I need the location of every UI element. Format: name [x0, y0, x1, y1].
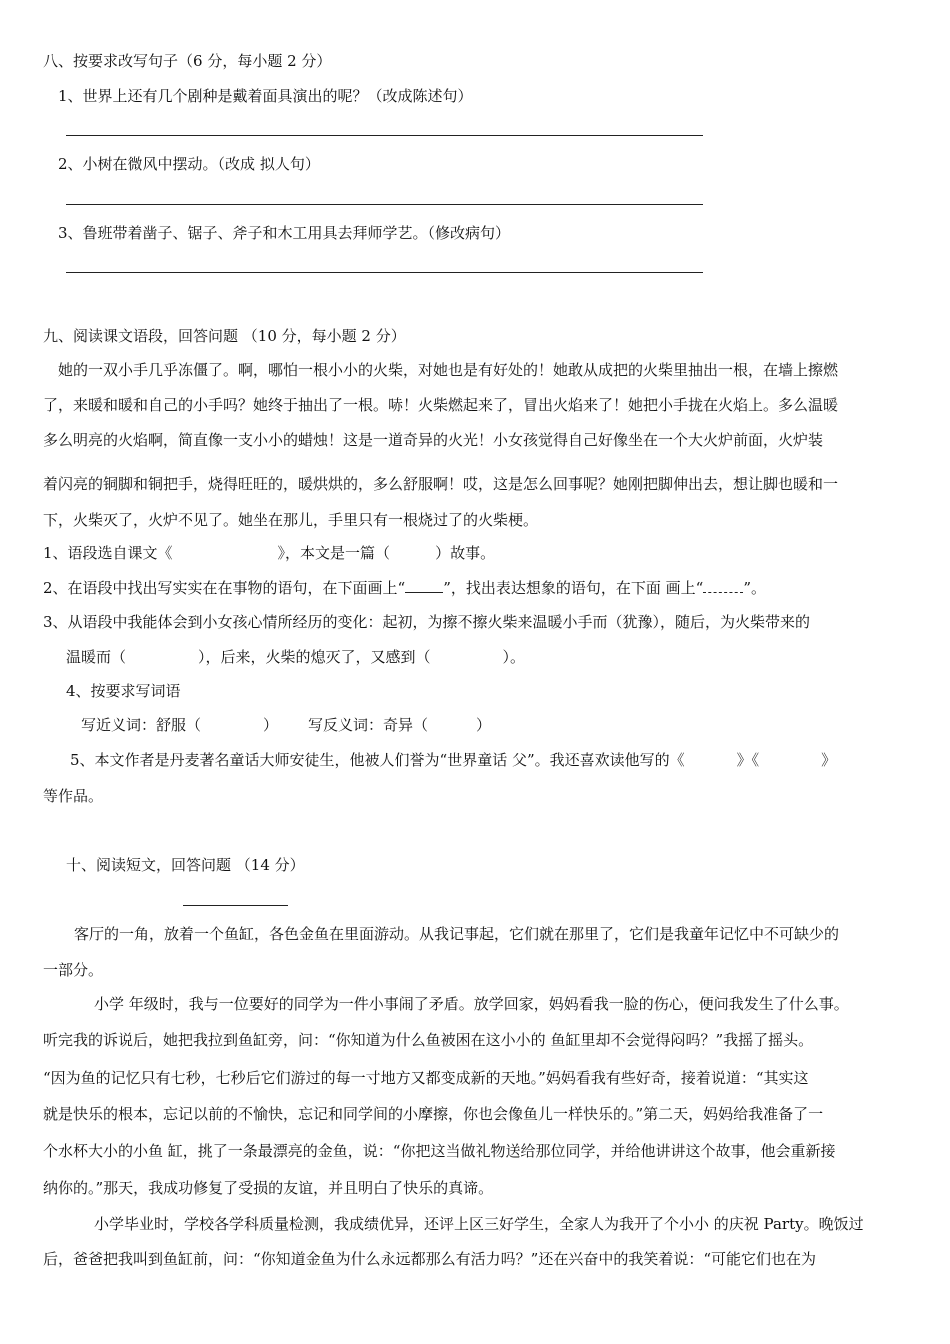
s9-paragraph-line: 多么明亮的火焰啊，简直像一支小小的蜡烛！这是一道奇异的火光！小女孩觉得自己好像坐在一个大火炉前面，火炉装 [43, 431, 824, 449]
s10-paragraph-line: 小学 年级时，我与一位要好的同学为一件小事闹了矛盾。放学回家，妈妈看我一脸的伤心，便问我发生了什么事。 [94, 995, 849, 1013]
s10-paragraph-line: 小学毕业时，学校各学科质量检测，我成绩优异，还评上区三好学生，全家人为我开了个小小 的庆祝 Party。晚饭过 [94, 1215, 864, 1233]
s9-paragraph-line: 着闪亮的铜脚和铜把手，烧得旺旺的，暖烘烘的，多么舒服啊！哎，这是怎么回事呢？她刚把脚伸出去，想让脚也暖和一 [43, 475, 839, 493]
antonym-label: 写反义词：奇异（ [308, 716, 429, 734]
s9-paragraph-line: 了，来暖和暖和自己的小手吗？她终于抽出了一根。哧！火柴燃起来了，冒出火焰来了！她把小手拢在火焰上。多么温暖 [43, 396, 839, 414]
s9-question-2 [43, 578, 766, 598]
s10-paragraph-line: 客厅的一角，放着一个鱼缸，各色金鱼在里面游动。从我记事起，它们就在那里了，它们是我童年记忆中不可缺少的 [74, 925, 840, 943]
s8-question-3: 3、鲁班带着凿子、锯子、斧子和木工用具去拜师学艺。（修改病句） [58, 224, 511, 242]
wavy-line-mark [703, 592, 743, 593]
q2-text-c: ”。 [743, 579, 766, 597]
s9-question-4: 4、按要求写词语 [66, 682, 181, 700]
q3-text-d: ）。 [502, 648, 526, 666]
s9-question-3: 3、从语段中我能体会到小女孩心情所经历的变化：起初，为擦不擦火柴来温暖小手而（犹豫），随后，为火柴带来的 [43, 613, 811, 631]
q5-text-c: 》 [821, 751, 837, 769]
q5-text-a: 5、本文作者是丹麦著名童话大师安徒生，他被人们誉为“世界童话 父”。我还喜欢读他写的《 [70, 751, 685, 769]
s8-question-2: 2、小树在微风中摆动。（改成 拟人句） [58, 155, 320, 173]
q3-text-b: 温暖而（ [66, 648, 127, 666]
s9-question-3-cont [66, 647, 525, 667]
answer-line-3[interactable] [66, 272, 703, 273]
q2-text-a: 2、在语段中找出写实实在在事物的语句，在下面画上“ [43, 579, 406, 597]
q1-text-c: ）故事。 [435, 544, 496, 562]
s10-paragraph-line: 后，爸爸把我叫到鱼缸前，问：“你知道金鱼为什么永远都那么有活力吗？”还在兴奋中的我笑着说：“可能它们也在为 [43, 1250, 817, 1268]
q3-text-c: ），后来，火柴的熄灭了，又感到（ [198, 648, 431, 666]
section-9-title: 九、阅读课文语段，回答问题 （10 分，每小题 2 分） [43, 327, 406, 345]
section-10-title: 十、阅读短文，回答问题 （14 分） [66, 856, 305, 874]
q5-text-b: 》《 [736, 751, 760, 769]
s10-paragraph-line: 个水杯大小的小鱼 缸，挑了一条最漂亮的金鱼，说：“你把这当做礼物送给那位同学，并给他讲讲这个故事，他会重新接 [43, 1142, 836, 1160]
s10-paragraph-line: 纳你的。”那天，我成功修复了受损的友谊，并且明白了快乐的真谛。 [43, 1179, 494, 1197]
s9-question-5 [70, 750, 836, 770]
s9-paragraph-line: 下，火柴灭了，火炉不见了。她坐在那儿，手里只有一根烧过了的火柴梗。 [43, 511, 539, 529]
s9-paragraph-line: 她的一双小手几乎冻僵了。啊，哪怕一根小小的火柴，对她也是有好处的！她敢从成把的火柴里抽出一根，在墙上擦燃 [58, 361, 839, 379]
answer-line-1[interactable] [66, 135, 703, 136]
synonym-close: ） [263, 716, 279, 734]
story-title-blank[interactable] [183, 905, 288, 906]
answer-line-2[interactable] [66, 204, 703, 205]
antonym-close: ） [476, 716, 492, 734]
synonym-label: 写近义词：舒服（ [81, 716, 202, 734]
s9-question-1 [43, 543, 495, 563]
s8-question-1: 1、世界上还有几个剧种是戴着面具演出的呢？（改成陈述句） [58, 87, 473, 105]
s10-paragraph-line: 听完我的诉说后，她把我拉到鱼缸旁，问：“你知道为什么鱼被困在这小小的 鱼缸里却不会觉得闷吗？”我摇了摇头。 [43, 1031, 814, 1049]
s10-paragraph-line: 就是快乐的根本，忘记以前的不愉快，忘记和同学间的小摩擦，你也会像鱼儿一样快乐的。”第二天，妈妈给我准备了一 [43, 1105, 824, 1123]
q2-text-b: ”，找出表达想象的语句，在下面 画上“ [443, 579, 704, 597]
s10-paragraph-line: 一部分。 [43, 961, 104, 979]
s10-paragraph-line: “因为鱼的记忆只有七秒，七秒后它们游过的每一寸地方又都变成新的天地。”妈妈看我有些好奇，接着说道：“其实这 [43, 1069, 809, 1087]
s9-question-5-cont: 等作品。 [43, 787, 104, 805]
q1-text-a: 1、语段选自课文《 [43, 544, 173, 562]
s9-question-4-words [81, 715, 491, 735]
section-8-title: 八、按要求改写句子（6 分，每小题 2 分） [43, 52, 332, 70]
straight-line-mark [405, 592, 443, 593]
q1-text-b: 》，本文是一篇（ [277, 544, 391, 562]
